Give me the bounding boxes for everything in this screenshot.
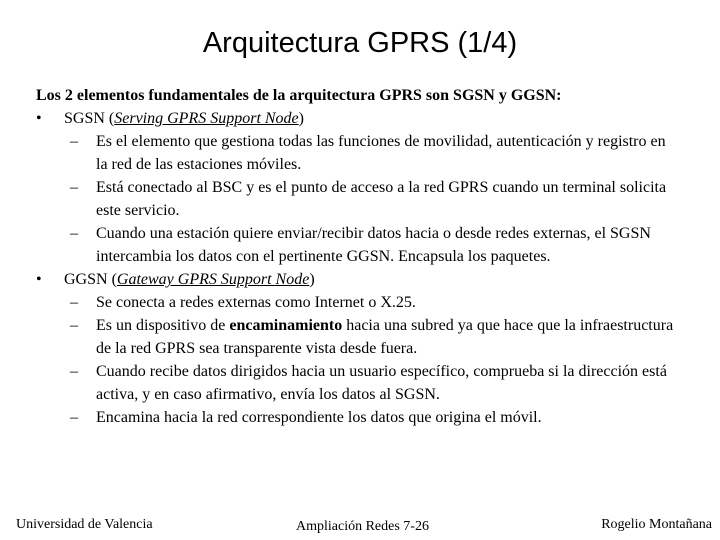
- sgsn-item-text: Está conectado al BSC y es el punto de acceso a la red GPRS cuando un terminal solicita este servicio.: [96, 179, 667, 219]
- dash-icon: –: [70, 363, 78, 380]
- sgsn-item-text: Es el elemento que gestiona todas las funciones de movilidad, autenticación y registro en la red de las estaciones móviles.: [96, 133, 666, 173]
- footer-institution: Universidad de Valencia: [16, 517, 153, 532]
- ggsn-item-bold-term: encaminamiento: [229, 317, 343, 334]
- ggsn-item: [36, 314, 676, 360]
- dash-icon: –: [70, 133, 78, 150]
- dash-icon: –: [70, 294, 78, 311]
- ggsn-item-text: Encamina hacia la red correspondiente los datos que origina el móvil.: [96, 409, 542, 426]
- slide-title: Arquitectura GPRS (1/4): [202, 27, 518, 59]
- sgsn-expansion: Serving GPRS Support Node: [114, 110, 299, 127]
- ggsn-item-text: Cuando recibe datos dirigidos hacia un usuario específico, comprueba si la dirección está activa, y en caso afirmativo, envía los datos al SGSN.: [96, 363, 667, 403]
- sgsn-item: [36, 130, 676, 176]
- ggsn-item: [36, 291, 676, 314]
- dash-icon: –: [70, 179, 78, 196]
- bullet-icon: •: [36, 110, 42, 127]
- intro-text: Los 2 elementos fundamentales de la arquitectura GPRS son SGSN y GGSN:: [36, 87, 562, 104]
- slide-body: [36, 84, 676, 429]
- sgsn-item-text: Cuando una estación quiere enviar/recibir datos hacia o desde redes externas, el SGSN intercambia los datos con el pertinente GGSN. Encapsula los paquetes.: [96, 225, 651, 265]
- dash-icon: –: [70, 317, 78, 334]
- ggsn-label: GGSN (: [64, 271, 117, 288]
- ggsn-item-text-before: Es un dispositivo de: [96, 317, 230, 334]
- dash-icon: –: [70, 225, 78, 242]
- sgsn-label: SGSN (: [64, 110, 115, 127]
- footer-course-page: Ampliación Redes 7-26: [296, 519, 429, 534]
- ggsn-item: [36, 360, 676, 406]
- sgsn-item: [36, 176, 676, 222]
- ggsn-item: [36, 406, 676, 429]
- sgsn-item: [36, 222, 676, 268]
- ggsn-expansion: Gateway GPRS Support Node: [116, 271, 310, 288]
- ggsn-close: ): [309, 271, 315, 288]
- ggsn-item-text: Se conecta a redes externas como Internet o X.25.: [96, 294, 416, 311]
- dash-icon: –: [70, 409, 78, 426]
- sgsn-close: ): [298, 110, 304, 127]
- bullet-sgsn: [36, 107, 676, 130]
- ggsn-item-text-after: hacia una subred ya que hace que la infraestructura de la red GPRS sea transparente vista desde fuera.: [96, 317, 674, 357]
- bullet-icon: •: [36, 271, 42, 288]
- bullet-ggsn: [36, 268, 676, 291]
- footer-author: Rogelio Montañana: [601, 517, 712, 532]
